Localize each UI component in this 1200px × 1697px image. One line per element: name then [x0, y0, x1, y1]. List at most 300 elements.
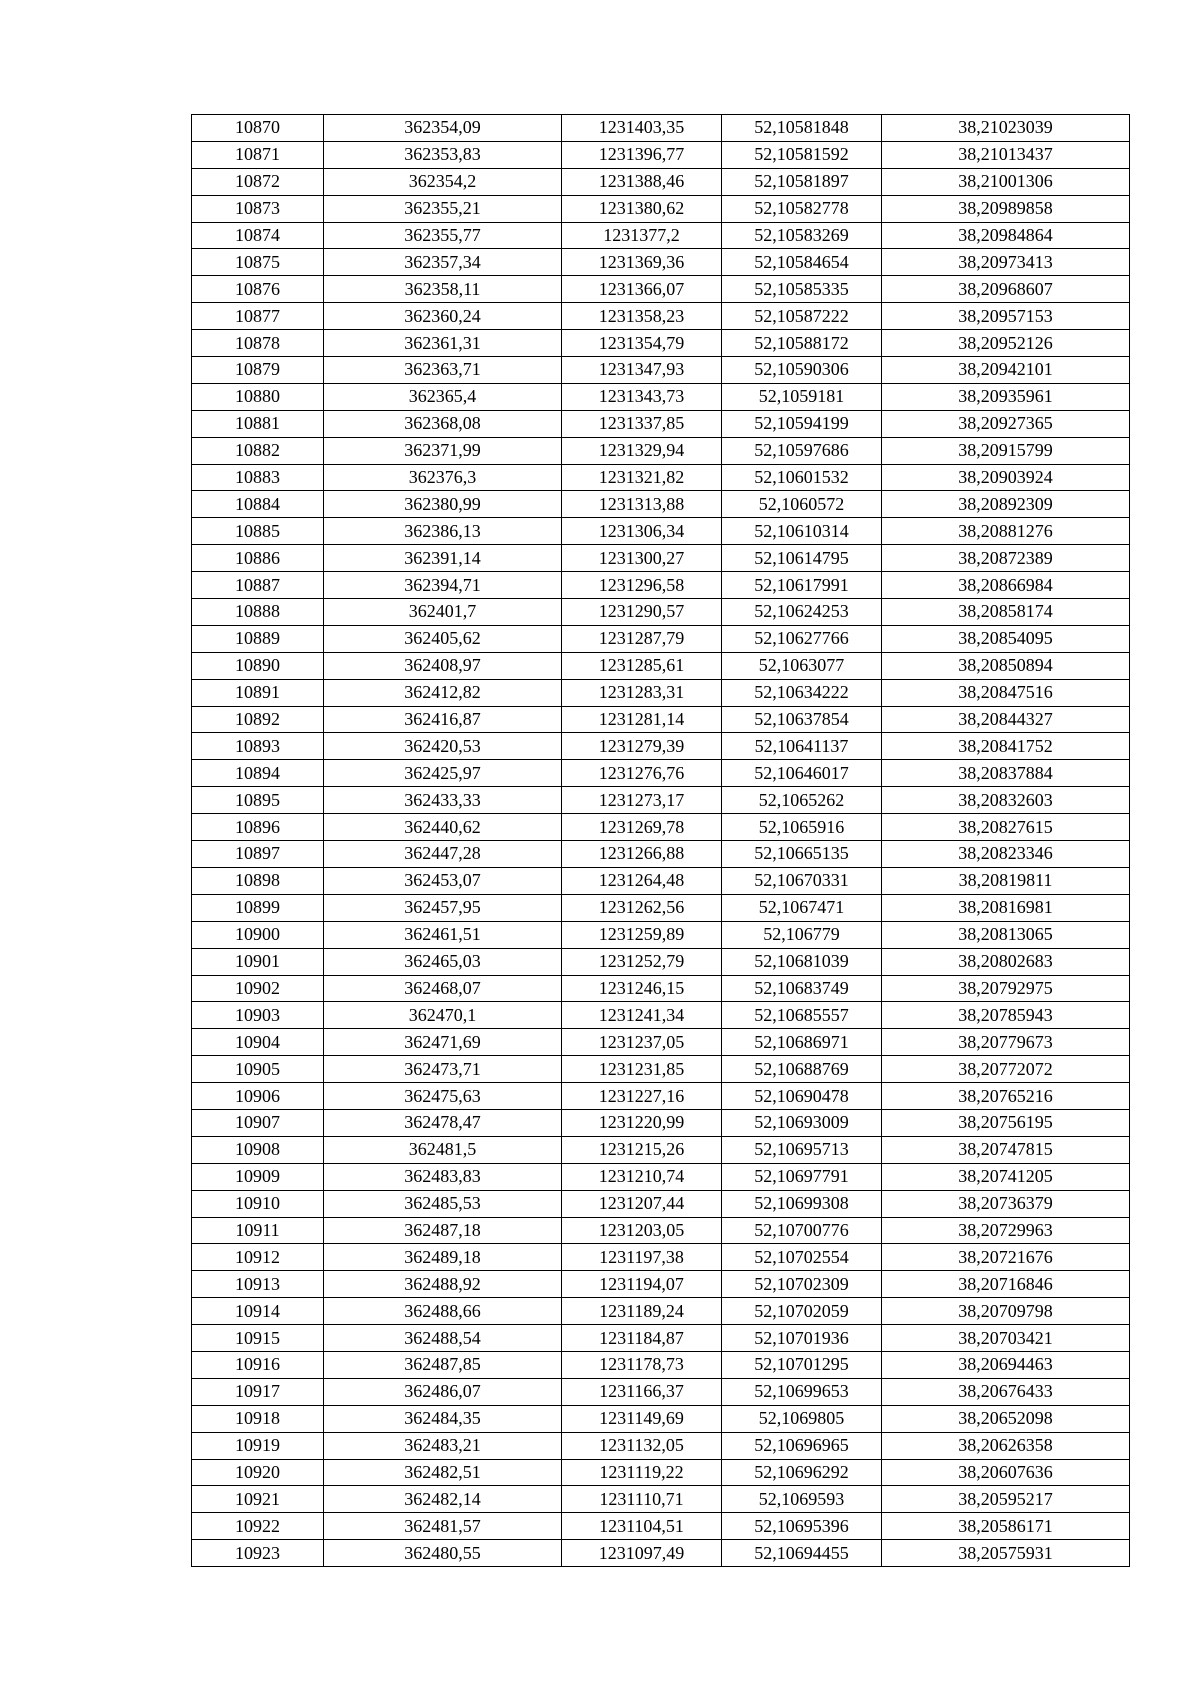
- point-number-cell: 10921: [192, 1486, 324, 1513]
- latitude-cell: 52,10590306: [722, 357, 882, 384]
- longitude-cell: 38,20652098: [882, 1405, 1130, 1432]
- longitude-cell: 38,20850894: [882, 652, 1130, 679]
- table-row: [192, 1271, 1130, 1298]
- latitude-cell: 52,10696965: [722, 1432, 882, 1459]
- point-number-cell: 10878: [192, 330, 324, 357]
- longitude-cell: 38,20779673: [882, 1029, 1130, 1056]
- x-coordinate-cell: 362363,71: [324, 357, 562, 384]
- latitude-cell: 52,10693009: [722, 1109, 882, 1136]
- point-number-cell: 10887: [192, 572, 324, 599]
- latitude-cell: 52,1063077: [722, 652, 882, 679]
- longitude-cell: 38,20827615: [882, 814, 1130, 841]
- x-coordinate-cell: 362357,34: [324, 249, 562, 276]
- latitude-cell: 52,106779: [722, 921, 882, 948]
- table-row: [192, 491, 1130, 518]
- longitude-cell: 38,20942101: [882, 357, 1130, 384]
- table-row: [192, 276, 1130, 303]
- y-coordinate-cell: 1231285,61: [562, 652, 722, 679]
- x-coordinate-cell: 362368,08: [324, 410, 562, 437]
- longitude-cell: 38,20935961: [882, 383, 1130, 410]
- longitude-cell: 38,20854095: [882, 625, 1130, 652]
- y-coordinate-cell: 1231259,89: [562, 921, 722, 948]
- longitude-cell: 38,20968607: [882, 276, 1130, 303]
- y-coordinate-cell: 1231231,85: [562, 1056, 722, 1083]
- point-number-cell: 10881: [192, 410, 324, 437]
- point-number-cell: 10915: [192, 1325, 324, 1352]
- x-coordinate-cell: 362433,33: [324, 787, 562, 814]
- latitude-cell: 52,10699653: [722, 1378, 882, 1405]
- table-row: [192, 975, 1130, 1002]
- point-number-cell: 10903: [192, 1002, 324, 1029]
- table-row: [192, 1351, 1130, 1378]
- longitude-cell: 38,20837884: [882, 760, 1130, 787]
- y-coordinate-cell: 1231281,14: [562, 706, 722, 733]
- point-number-cell: 10900: [192, 921, 324, 948]
- y-coordinate-cell: 1231273,17: [562, 787, 722, 814]
- x-coordinate-cell: 362461,51: [324, 921, 562, 948]
- x-coordinate-cell: 362358,11: [324, 276, 562, 303]
- latitude-cell: 52,10584654: [722, 249, 882, 276]
- point-number-cell: 10883: [192, 464, 324, 491]
- y-coordinate-cell: 1231184,87: [562, 1325, 722, 1352]
- x-coordinate-cell: 362471,69: [324, 1029, 562, 1056]
- point-number-cell: 10916: [192, 1351, 324, 1378]
- x-coordinate-cell: 362405,62: [324, 625, 562, 652]
- longitude-cell: 38,20709798: [882, 1298, 1130, 1325]
- latitude-cell: 52,10594199: [722, 410, 882, 437]
- y-coordinate-cell: 1231194,07: [562, 1271, 722, 1298]
- table-row: [192, 1486, 1130, 1513]
- x-coordinate-cell: 362457,95: [324, 894, 562, 921]
- longitude-cell: 38,21023039: [882, 115, 1130, 142]
- y-coordinate-cell: 1231343,73: [562, 383, 722, 410]
- latitude-cell: 52,10699308: [722, 1190, 882, 1217]
- x-coordinate-cell: 362475,63: [324, 1083, 562, 1110]
- latitude-cell: 52,10670331: [722, 867, 882, 894]
- table-row: [192, 599, 1130, 626]
- y-coordinate-cell: 1231276,76: [562, 760, 722, 787]
- y-coordinate-cell: 1231264,48: [562, 867, 722, 894]
- y-coordinate-cell: 1231279,39: [562, 733, 722, 760]
- latitude-cell: 52,10581848: [722, 115, 882, 142]
- y-coordinate-cell: 1231262,56: [562, 894, 722, 921]
- y-coordinate-cell: 1231266,88: [562, 841, 722, 868]
- latitude-cell: 52,1065262: [722, 787, 882, 814]
- x-coordinate-cell: 362380,99: [324, 491, 562, 518]
- longitude-cell: 38,20772072: [882, 1056, 1130, 1083]
- table-row: [192, 867, 1130, 894]
- table-row: [192, 1136, 1130, 1163]
- latitude-cell: 52,10701295: [722, 1351, 882, 1378]
- y-coordinate-cell: 1231215,26: [562, 1136, 722, 1163]
- y-coordinate-cell: 1231321,82: [562, 464, 722, 491]
- latitude-cell: 52,10582778: [722, 195, 882, 222]
- latitude-cell: 52,10681039: [722, 948, 882, 975]
- latitude-cell: 52,10601532: [722, 464, 882, 491]
- point-number-cell: 10901: [192, 948, 324, 975]
- point-number-cell: 10908: [192, 1136, 324, 1163]
- latitude-cell: 52,1060572: [722, 491, 882, 518]
- y-coordinate-cell: 1231252,79: [562, 948, 722, 975]
- point-number-cell: 10886: [192, 545, 324, 572]
- latitude-cell: 52,10688769: [722, 1056, 882, 1083]
- x-coordinate-cell: 362481,5: [324, 1136, 562, 1163]
- point-number-cell: 10913: [192, 1271, 324, 1298]
- table-row: [192, 357, 1130, 384]
- point-number-cell: 10918: [192, 1405, 324, 1432]
- longitude-cell: 38,20729963: [882, 1217, 1130, 1244]
- longitude-cell: 38,20595217: [882, 1486, 1130, 1513]
- latitude-cell: 52,10695713: [722, 1136, 882, 1163]
- longitude-cell: 38,20792975: [882, 975, 1130, 1002]
- x-coordinate-cell: 362486,07: [324, 1378, 562, 1405]
- table-row: [192, 1163, 1130, 1190]
- table-row: [192, 841, 1130, 868]
- point-number-cell: 10907: [192, 1109, 324, 1136]
- y-coordinate-cell: 1231380,62: [562, 195, 722, 222]
- table-row: [192, 733, 1130, 760]
- latitude-cell: 52,10700776: [722, 1217, 882, 1244]
- latitude-cell: 52,10695396: [722, 1513, 882, 1540]
- x-coordinate-cell: 362355,21: [324, 195, 562, 222]
- y-coordinate-cell: 1231396,77: [562, 141, 722, 168]
- y-coordinate-cell: 1231203,05: [562, 1217, 722, 1244]
- longitude-cell: 38,20892309: [882, 491, 1130, 518]
- longitude-cell: 38,20802683: [882, 948, 1130, 975]
- point-number-cell: 10905: [192, 1056, 324, 1083]
- point-number-cell: 10894: [192, 760, 324, 787]
- x-coordinate-cell: 362488,66: [324, 1298, 562, 1325]
- longitude-cell: 38,20607636: [882, 1459, 1130, 1486]
- point-number-cell: 10884: [192, 491, 324, 518]
- latitude-cell: 52,1069593: [722, 1486, 882, 1513]
- table-row: [192, 195, 1130, 222]
- longitude-cell: 38,20694463: [882, 1351, 1130, 1378]
- point-number-cell: 10914: [192, 1298, 324, 1325]
- y-coordinate-cell: 1231097,49: [562, 1540, 722, 1567]
- latitude-cell: 52,10690478: [722, 1083, 882, 1110]
- x-coordinate-cell: 362420,53: [324, 733, 562, 760]
- latitude-cell: 52,10597686: [722, 437, 882, 464]
- latitude-cell: 52,10637854: [722, 706, 882, 733]
- table-row: [192, 1405, 1130, 1432]
- x-coordinate-cell: 362353,83: [324, 141, 562, 168]
- table-row: [192, 1459, 1130, 1486]
- point-number-cell: 10892: [192, 706, 324, 733]
- x-coordinate-cell: 362485,53: [324, 1190, 562, 1217]
- table-row: [192, 1513, 1130, 1540]
- table-row: [192, 115, 1130, 142]
- point-number-cell: 10902: [192, 975, 324, 1002]
- y-coordinate-cell: 1231241,34: [562, 1002, 722, 1029]
- longitude-cell: 38,20866984: [882, 572, 1130, 599]
- longitude-cell: 38,20676433: [882, 1378, 1130, 1405]
- point-number-cell: 10873: [192, 195, 324, 222]
- point-number-cell: 10910: [192, 1190, 324, 1217]
- x-coordinate-cell: 362482,51: [324, 1459, 562, 1486]
- x-coordinate-cell: 362401,7: [324, 599, 562, 626]
- x-coordinate-cell: 362484,35: [324, 1405, 562, 1432]
- table-row: [192, 464, 1130, 491]
- latitude-cell: 52,1067471: [722, 894, 882, 921]
- latitude-cell: 52,10683749: [722, 975, 882, 1002]
- longitude-cell: 38,20716846: [882, 1271, 1130, 1298]
- y-coordinate-cell: 1231306,34: [562, 518, 722, 545]
- coordinates-table-body: [192, 115, 1130, 1567]
- point-number-cell: 10891: [192, 679, 324, 706]
- x-coordinate-cell: 362408,97: [324, 652, 562, 679]
- longitude-cell: 38,20575931: [882, 1540, 1130, 1567]
- point-number-cell: 10909: [192, 1163, 324, 1190]
- longitude-cell: 38,20973413: [882, 249, 1130, 276]
- x-coordinate-cell: 362425,97: [324, 760, 562, 787]
- table-row: [192, 625, 1130, 652]
- table-row: [192, 518, 1130, 545]
- point-number-cell: 10893: [192, 733, 324, 760]
- y-coordinate-cell: 1231104,51: [562, 1513, 722, 1540]
- x-coordinate-cell: 362391,14: [324, 545, 562, 572]
- point-number-cell: 10875: [192, 249, 324, 276]
- y-coordinate-cell: 1231119,22: [562, 1459, 722, 1486]
- y-coordinate-cell: 1231287,79: [562, 625, 722, 652]
- point-number-cell: 10896: [192, 814, 324, 841]
- point-number-cell: 10920: [192, 1459, 324, 1486]
- latitude-cell: 52,10701936: [722, 1325, 882, 1352]
- point-number-cell: 10898: [192, 867, 324, 894]
- x-coordinate-cell: 362488,54: [324, 1325, 562, 1352]
- table-row: [192, 760, 1130, 787]
- x-coordinate-cell: 362360,24: [324, 303, 562, 330]
- y-coordinate-cell: 1231377,2: [562, 222, 722, 249]
- latitude-cell: 52,10634222: [722, 679, 882, 706]
- x-coordinate-cell: 362447,28: [324, 841, 562, 868]
- table-row: [192, 1540, 1130, 1567]
- table-row: [192, 948, 1130, 975]
- x-coordinate-cell: 362376,3: [324, 464, 562, 491]
- x-coordinate-cell: 362453,07: [324, 867, 562, 894]
- table-row: [192, 222, 1130, 249]
- latitude-cell: 52,10583269: [722, 222, 882, 249]
- longitude-cell: 38,20703421: [882, 1325, 1130, 1352]
- table-row: [192, 168, 1130, 195]
- latitude-cell: 52,10646017: [722, 760, 882, 787]
- y-coordinate-cell: 1231337,85: [562, 410, 722, 437]
- x-coordinate-cell: 362412,82: [324, 679, 562, 706]
- latitude-cell: 52,10624253: [722, 599, 882, 626]
- latitude-cell: 52,10696292: [722, 1459, 882, 1486]
- point-number-cell: 10923: [192, 1540, 324, 1567]
- latitude-cell: 52,10627766: [722, 625, 882, 652]
- longitude-cell: 38,20915799: [882, 437, 1130, 464]
- latitude-cell: 52,1065916: [722, 814, 882, 841]
- longitude-cell: 38,20741205: [882, 1163, 1130, 1190]
- table-row: [192, 652, 1130, 679]
- x-coordinate-cell: 362386,13: [324, 518, 562, 545]
- point-number-cell: 10906: [192, 1083, 324, 1110]
- y-coordinate-cell: 1231210,74: [562, 1163, 722, 1190]
- longitude-cell: 38,20747815: [882, 1136, 1130, 1163]
- longitude-cell: 38,20844327: [882, 706, 1130, 733]
- table-row: [192, 545, 1130, 572]
- longitude-cell: 38,20984864: [882, 222, 1130, 249]
- longitude-cell: 38,20823346: [882, 841, 1130, 868]
- y-coordinate-cell: 1231300,27: [562, 545, 722, 572]
- x-coordinate-cell: 362483,21: [324, 1432, 562, 1459]
- table-row: [192, 921, 1130, 948]
- x-coordinate-cell: 362487,18: [324, 1217, 562, 1244]
- table-row: [192, 383, 1130, 410]
- y-coordinate-cell: 1231283,31: [562, 679, 722, 706]
- x-coordinate-cell: 362361,31: [324, 330, 562, 357]
- point-number-cell: 10874: [192, 222, 324, 249]
- y-coordinate-cell: 1231227,16: [562, 1083, 722, 1110]
- point-number-cell: 10904: [192, 1029, 324, 1056]
- point-number-cell: 10870: [192, 115, 324, 142]
- y-coordinate-cell: 1231197,38: [562, 1244, 722, 1271]
- y-coordinate-cell: 1231403,35: [562, 115, 722, 142]
- y-coordinate-cell: 1231290,57: [562, 599, 722, 626]
- table-row: [192, 330, 1130, 357]
- y-coordinate-cell: 1231178,73: [562, 1351, 722, 1378]
- table-row: [192, 437, 1130, 464]
- y-coordinate-cell: 1231388,46: [562, 168, 722, 195]
- longitude-cell: 38,20832603: [882, 787, 1130, 814]
- y-coordinate-cell: 1231166,37: [562, 1378, 722, 1405]
- point-number-cell: 10897: [192, 841, 324, 868]
- table-row: [192, 787, 1130, 814]
- point-number-cell: 10882: [192, 437, 324, 464]
- longitude-cell: 38,20756195: [882, 1109, 1130, 1136]
- longitude-cell: 38,20816981: [882, 894, 1130, 921]
- y-coordinate-cell: 1231354,79: [562, 330, 722, 357]
- x-coordinate-cell: 362481,57: [324, 1513, 562, 1540]
- latitude-cell: 52,10686971: [722, 1029, 882, 1056]
- longitude-cell: 38,21001306: [882, 168, 1130, 195]
- y-coordinate-cell: 1231149,69: [562, 1405, 722, 1432]
- longitude-cell: 38,20927365: [882, 410, 1130, 437]
- table-row: [192, 894, 1130, 921]
- latitude-cell: 52,10587222: [722, 303, 882, 330]
- x-coordinate-cell: 362470,1: [324, 1002, 562, 1029]
- table-row: [192, 1298, 1130, 1325]
- latitude-cell: 52,10641137: [722, 733, 882, 760]
- x-coordinate-cell: 362354,09: [324, 115, 562, 142]
- longitude-cell: 38,20872389: [882, 545, 1130, 572]
- x-coordinate-cell: 362483,83: [324, 1163, 562, 1190]
- longitude-cell: 38,20841752: [882, 733, 1130, 760]
- longitude-cell: 38,20785943: [882, 1002, 1130, 1029]
- y-coordinate-cell: 1231313,88: [562, 491, 722, 518]
- x-coordinate-cell: 362354,2: [324, 168, 562, 195]
- y-coordinate-cell: 1231269,78: [562, 814, 722, 841]
- x-coordinate-cell: 362371,99: [324, 437, 562, 464]
- longitude-cell: 38,20903924: [882, 464, 1130, 491]
- longitude-cell: 38,20881276: [882, 518, 1130, 545]
- y-coordinate-cell: 1231110,71: [562, 1486, 722, 1513]
- point-number-cell: 10890: [192, 652, 324, 679]
- y-coordinate-cell: 1231369,36: [562, 249, 722, 276]
- x-coordinate-cell: 362355,77: [324, 222, 562, 249]
- table-row: [192, 1378, 1130, 1405]
- x-coordinate-cell: 362478,47: [324, 1109, 562, 1136]
- point-number-cell: 10889: [192, 625, 324, 652]
- point-number-cell: 10872: [192, 168, 324, 195]
- longitude-cell: 38,20813065: [882, 921, 1130, 948]
- latitude-cell: 52,1069805: [722, 1405, 882, 1432]
- y-coordinate-cell: 1231296,58: [562, 572, 722, 599]
- latitude-cell: 52,10610314: [722, 518, 882, 545]
- point-number-cell: 10895: [192, 787, 324, 814]
- point-number-cell: 10879: [192, 357, 324, 384]
- longitude-cell: 38,20586171: [882, 1513, 1130, 1540]
- y-coordinate-cell: 1231207,44: [562, 1190, 722, 1217]
- latitude-cell: 52,10665135: [722, 841, 882, 868]
- point-number-cell: 10871: [192, 141, 324, 168]
- point-number-cell: 10877: [192, 303, 324, 330]
- longitude-cell: 38,20721676: [882, 1244, 1130, 1271]
- y-coordinate-cell: 1231132,05: [562, 1432, 722, 1459]
- table-row: [192, 303, 1130, 330]
- latitude-cell: 52,10581897: [722, 168, 882, 195]
- table-row: [192, 1217, 1130, 1244]
- y-coordinate-cell: 1231347,93: [562, 357, 722, 384]
- latitude-cell: 52,10702309: [722, 1271, 882, 1298]
- x-coordinate-cell: 362473,71: [324, 1056, 562, 1083]
- longitude-cell: 38,21013437: [882, 141, 1130, 168]
- latitude-cell: 52,10694455: [722, 1540, 882, 1567]
- longitude-cell: 38,20957153: [882, 303, 1130, 330]
- table-row: [192, 1432, 1130, 1459]
- longitude-cell: 38,20626358: [882, 1432, 1130, 1459]
- y-coordinate-cell: 1231366,07: [562, 276, 722, 303]
- coordinates-table: [191, 114, 1130, 1567]
- y-coordinate-cell: 1231220,99: [562, 1109, 722, 1136]
- y-coordinate-cell: 1231358,23: [562, 303, 722, 330]
- x-coordinate-cell: 362440,62: [324, 814, 562, 841]
- latitude-cell: 52,10702059: [722, 1298, 882, 1325]
- x-coordinate-cell: 362480,55: [324, 1540, 562, 1567]
- x-coordinate-cell: 362482,14: [324, 1486, 562, 1513]
- x-coordinate-cell: 362487,85: [324, 1351, 562, 1378]
- point-number-cell: 10922: [192, 1513, 324, 1540]
- table-row: [192, 1056, 1130, 1083]
- longitude-cell: 38,20736379: [882, 1190, 1130, 1217]
- longitude-cell: 38,20819811: [882, 867, 1130, 894]
- x-coordinate-cell: 362394,71: [324, 572, 562, 599]
- x-coordinate-cell: 362416,87: [324, 706, 562, 733]
- table-row: [192, 1002, 1130, 1029]
- point-number-cell: 10888: [192, 599, 324, 626]
- table-row: [192, 1244, 1130, 1271]
- latitude-cell: 52,10581592: [722, 141, 882, 168]
- x-coordinate-cell: 362489,18: [324, 1244, 562, 1271]
- x-coordinate-cell: 362365,4: [324, 383, 562, 410]
- x-coordinate-cell: 362465,03: [324, 948, 562, 975]
- y-coordinate-cell: 1231329,94: [562, 437, 722, 464]
- latitude-cell: 52,10617991: [722, 572, 882, 599]
- longitude-cell: 38,20847516: [882, 679, 1130, 706]
- y-coordinate-cell: 1231246,15: [562, 975, 722, 1002]
- table-row: [192, 706, 1130, 733]
- latitude-cell: 52,10614795: [722, 545, 882, 572]
- table-row: [192, 679, 1130, 706]
- longitude-cell: 38,20989858: [882, 195, 1130, 222]
- table-row: [192, 814, 1130, 841]
- point-number-cell: 10899: [192, 894, 324, 921]
- table-row: [192, 1325, 1130, 1352]
- point-number-cell: 10912: [192, 1244, 324, 1271]
- table-row: [192, 1190, 1130, 1217]
